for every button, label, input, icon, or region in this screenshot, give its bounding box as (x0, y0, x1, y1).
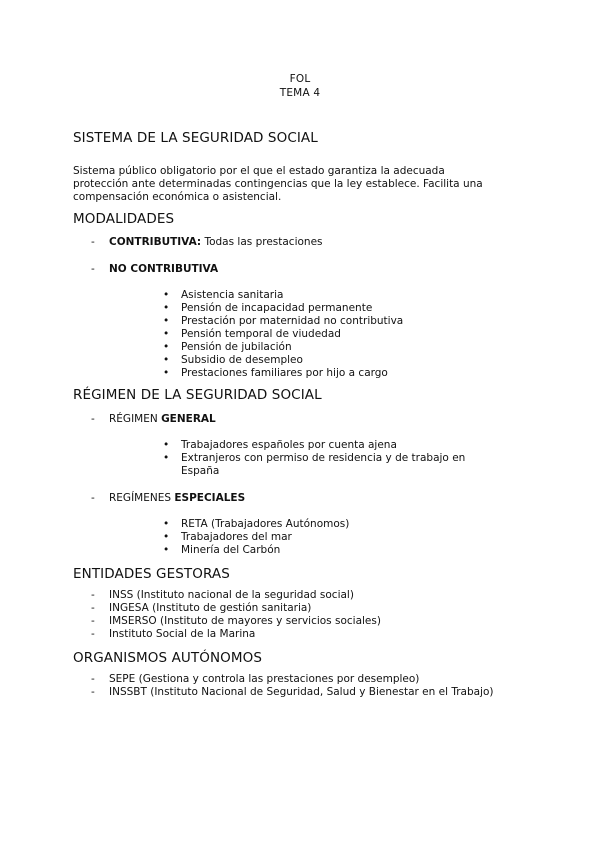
dash-marker: - (91, 589, 95, 601)
paragraph-line: protección ante determinadas contingencias que la ley establece. Facilita una (73, 178, 483, 191)
list-item: - Instituto Social de la Marina (91, 628, 256, 640)
regimen-general-label: GENERAL (161, 413, 216, 425)
regimenes-especiales-prefix: REGÍMENES (109, 492, 175, 504)
organismos-list (91, 673, 511, 699)
bullet-marker: • (163, 315, 170, 327)
intro-paragraph (73, 165, 533, 205)
paragraph-line: compensación económica o asistencial. (73, 191, 282, 204)
dash-marker: - (91, 263, 95, 275)
dash-marker: - (91, 492, 95, 504)
section-title-entidades: ENTIDADES GESTORAS (73, 566, 230, 582)
dash-marker: - (91, 673, 95, 685)
paragraph-line: Sistema público obligatorio por el que el estado garantiza la adecuada (73, 165, 445, 177)
dash-marker: - (91, 628, 95, 640)
bullet-marker: • (163, 302, 170, 314)
bullet-marker: • (163, 341, 170, 353)
no-contributiva-list (163, 289, 403, 380)
list-item: - SEPE (Gestiona y controla las prestaciones por desempleo) (91, 673, 420, 685)
bullet-marker: • (163, 531, 170, 543)
contributiva-label: CONTRIBUTIVA: (109, 236, 202, 248)
bullet-marker: • (163, 354, 170, 366)
dash-marker: - (91, 236, 95, 248)
list-item: - INSSBT (Instituto Nacional de Seguridad, Salud y Bienestar en el Trabajo) (91, 686, 494, 698)
list-item: - INSS (Instituto nacional de la seguridad social) (91, 589, 354, 601)
list-item: • Minería del Carbón (163, 544, 281, 556)
list-item: • Prestación por maternidad no contributiva (163, 315, 404, 327)
section-title-organismos: ORGANISMOS AUTÓNOMOS (73, 650, 263, 666)
contributiva-text: Todas las prestaciones (201, 236, 323, 248)
bullet-marker: • (163, 328, 170, 340)
entidades-list (91, 589, 511, 641)
regimen-general-list (163, 439, 503, 478)
bullet-marker: • (163, 367, 170, 379)
list-item: • Pensión de jubilación (163, 341, 292, 353)
list-item: • Extranjeros con permiso de residencia y de trabajo en España (163, 452, 466, 477)
subject-header: FOL (289, 73, 311, 85)
no-contributiva-label: NO CONTRIBUTIVA (109, 263, 219, 275)
bullet-marker: • (163, 452, 170, 464)
list-item: • Trabajadores españoles por cuenta ajena (163, 439, 397, 451)
dash-marker: - (91, 615, 95, 627)
bullet-marker: • (163, 544, 170, 556)
list-item: - IMSERSO (Instituto de mayores y servicios sociales) (91, 615, 381, 627)
list-item: • Trabajadores del mar (163, 531, 292, 543)
list-item: • Pensión de incapacidad permanente (163, 302, 373, 314)
list-item: • Prestaciones familiares por hijo a cargo (163, 367, 388, 379)
bullet-marker: • (163, 439, 170, 451)
list-item: • Subsidio de desempleo (163, 354, 303, 366)
dash-marker: - (91, 413, 95, 425)
bullet-marker: • (163, 289, 170, 301)
section-title-modalidades: MODALIDADES (73, 211, 175, 227)
list-item: • RETA (Trabajadores Autónomos) (163, 518, 350, 530)
regimenes-especiales-list (163, 518, 349, 557)
list-item: • Asistencia sanitaria (163, 289, 284, 301)
section-title-sistema: SISTEMA DE LA SEGURIDAD SOCIAL (73, 130, 318, 146)
section-title-regimen: RÉGIMEN DE LA SEGURIDAD SOCIAL (73, 387, 322, 403)
topic-header: TEMA 4 (279, 87, 321, 99)
list-item: - INGESA (Instituto de gestión sanitaria) (91, 602, 312, 614)
regimenes-especiales-label: ESPECIALES (174, 492, 246, 504)
dash-marker: - (91, 686, 95, 698)
list-item: • Pensión temporal de viudedad (163, 328, 341, 340)
bullet-marker: • (163, 518, 170, 530)
dash-marker: - (91, 602, 95, 614)
regimen-general-prefix: RÉGIMEN (109, 413, 162, 425)
